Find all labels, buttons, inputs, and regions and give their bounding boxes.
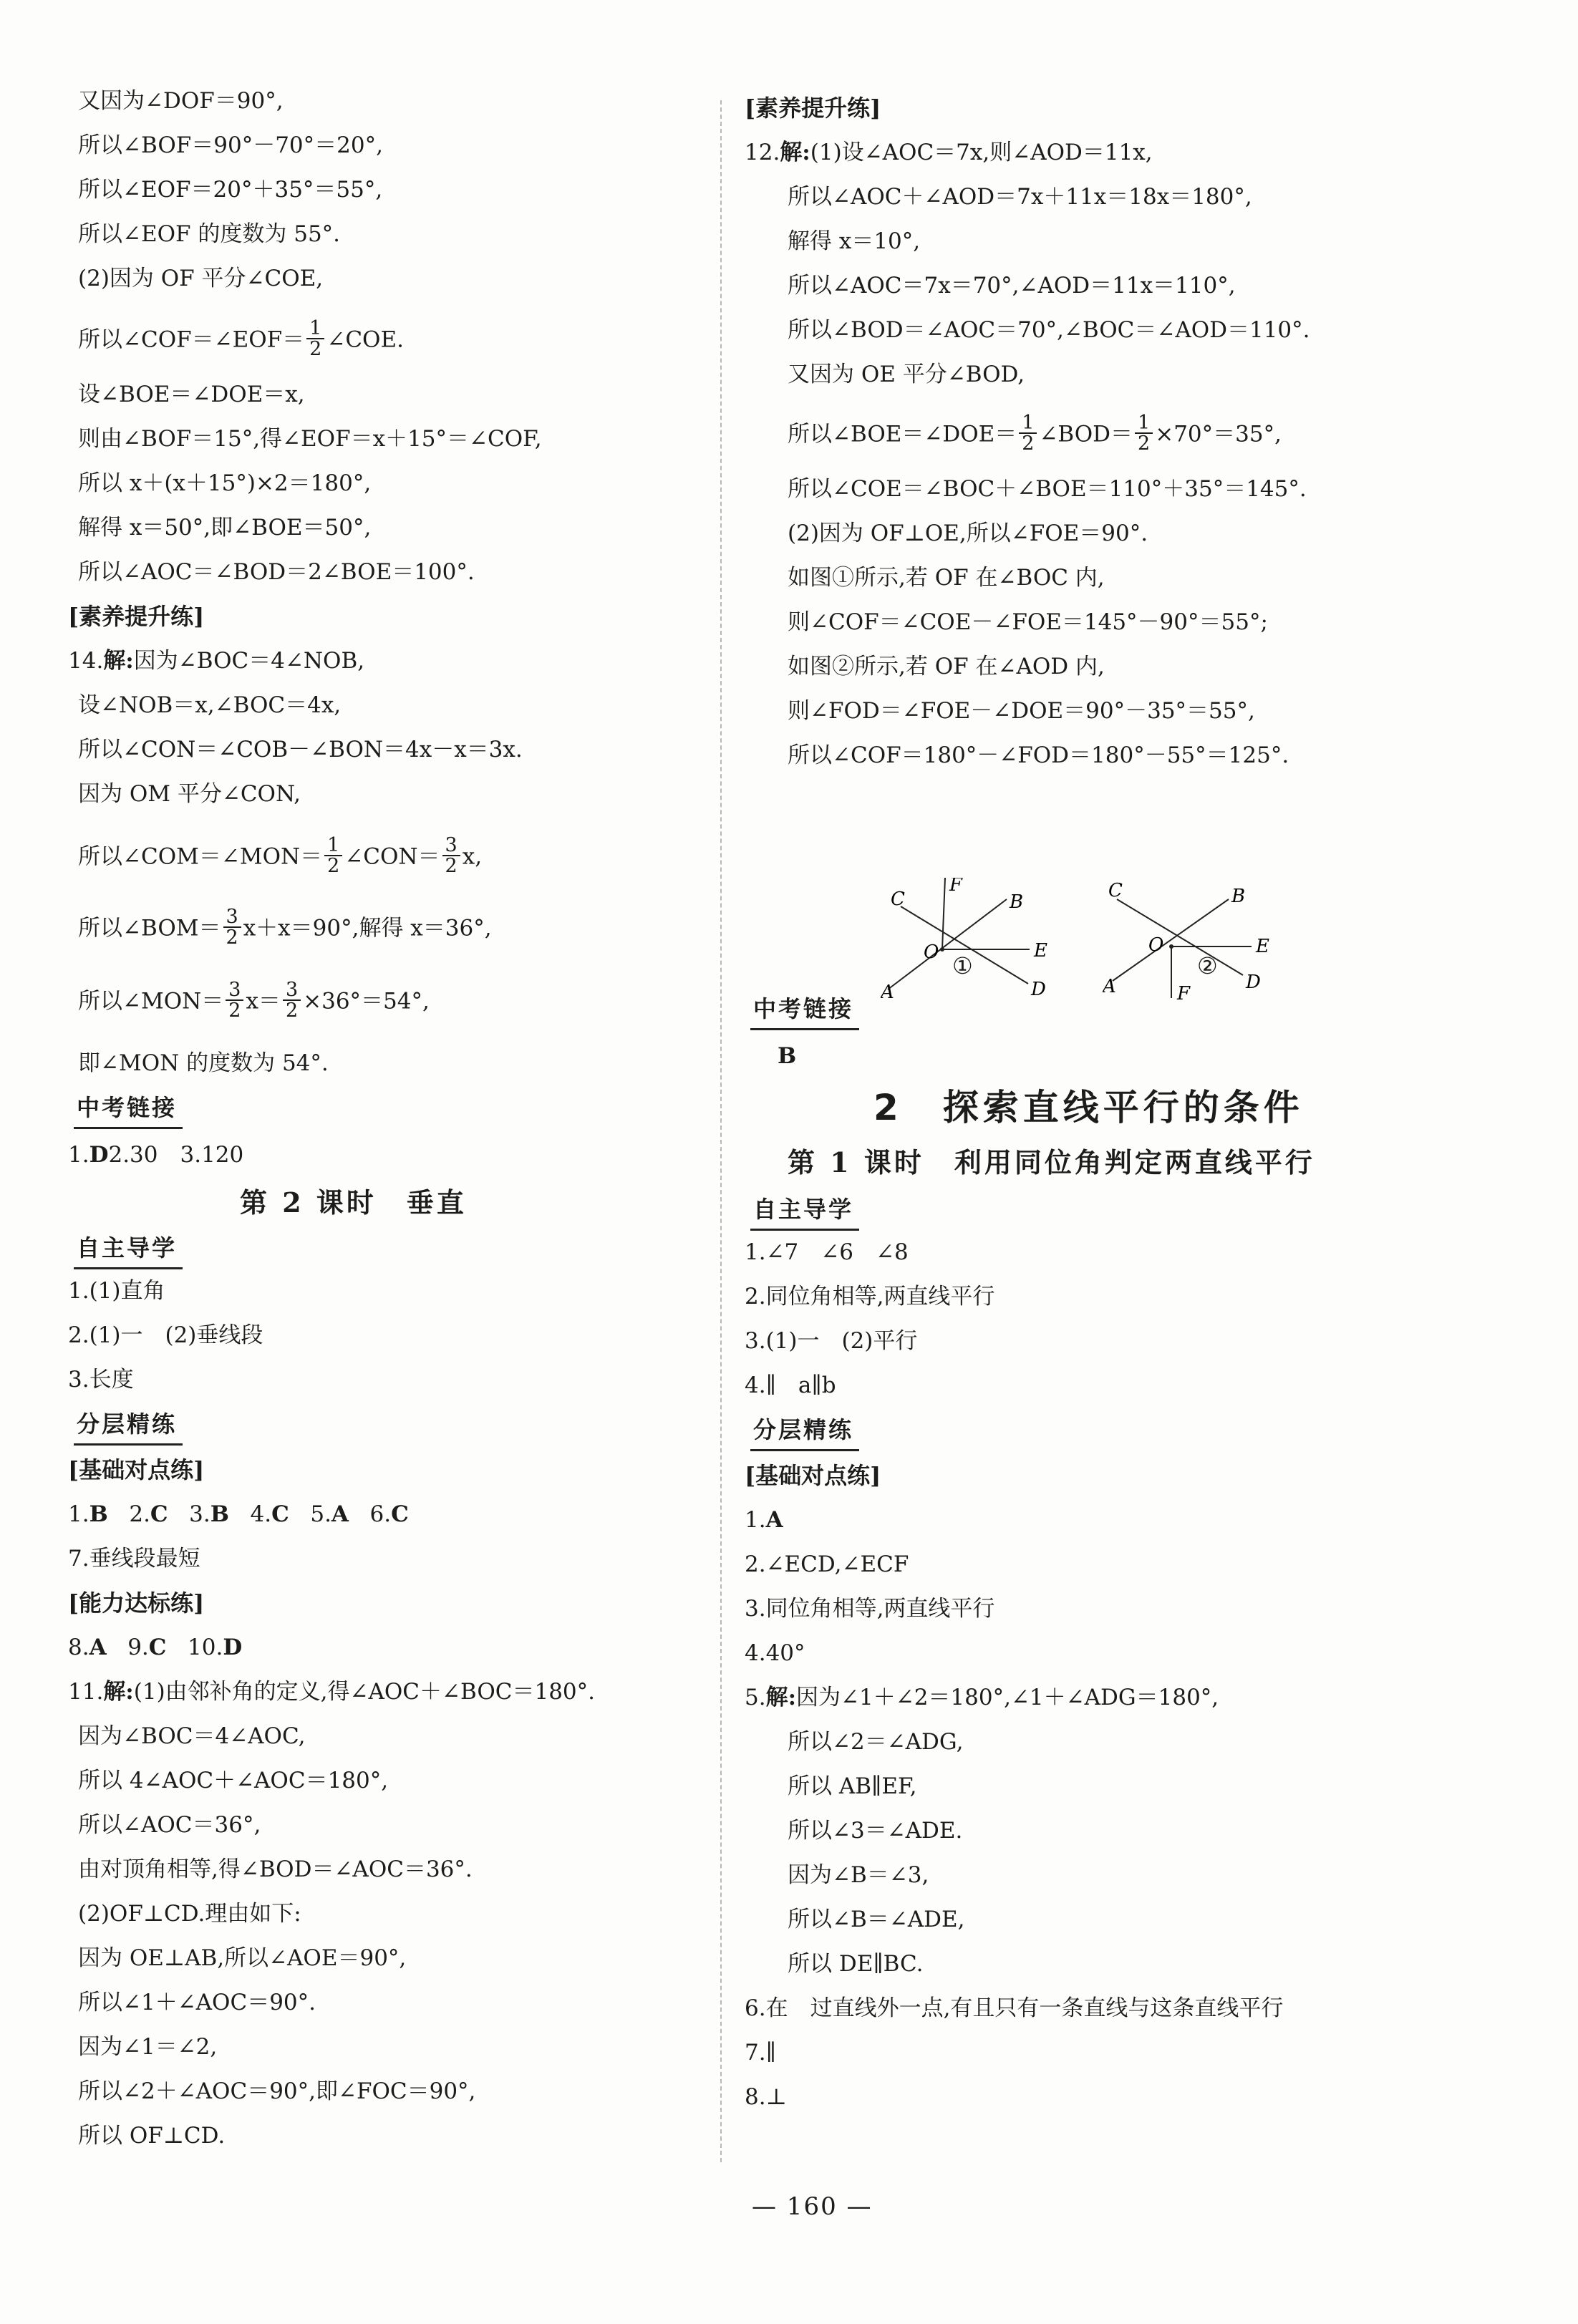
text-line: (2)因为 OF 平分∠COE,	[78, 266, 324, 291]
text-fragment: 2.30 3.120	[108, 1142, 244, 1168]
text-line: 所以∠BOF＝90°－70°＝20°,	[78, 132, 383, 158]
text-line: 所以∠3＝∠ADE.	[788, 1818, 963, 1844]
answer-number: 6.	[369, 1501, 392, 1527]
text-line: 所以∠CON＝∠COB－∠BON＝4x－x＝3x.	[78, 737, 523, 762]
label-d: D	[1246, 972, 1261, 993]
text-line	[78, 979, 430, 1022]
label-c: C	[891, 889, 905, 910]
text-fragment: ×70°＝35°,	[1155, 421, 1282, 447]
fraction-denominator: 2	[285, 999, 299, 1022]
text-line: 又因为 OE 平分∠BOD,	[788, 362, 1025, 387]
fraction-denominator: 2	[445, 855, 458, 877]
text-line: 又因为∠DOF＝90°,	[78, 88, 284, 114]
text-line: 所以 4∠AOC＋∠AOC＝180°,	[78, 1768, 389, 1793]
text-line: 所以∠EOF＝20°＋35°＝55°,	[78, 177, 383, 203]
text-line: 所以∠2＝∠ADG,	[788, 1729, 964, 1755]
exercise-tag: [基础对点练]	[745, 1462, 881, 1489]
fraction-denominator: 2	[1022, 432, 1035, 455]
fraction-numerator: 1	[1135, 413, 1153, 434]
answer-number: 8.	[68, 1635, 89, 1660]
section-header-fenceng: 分层精练	[750, 1412, 859, 1451]
answer-number: 5.	[310, 1501, 331, 1527]
problem-line	[745, 136, 1153, 169]
problem-line	[745, 1681, 1219, 1714]
section-header-zizhu: 自主导学	[74, 1230, 183, 1269]
text-line: 4.40°	[745, 1640, 805, 1666]
text-line	[788, 412, 1282, 455]
line-ab	[888, 899, 1007, 989]
section-title: 2 探索直线平行的条件	[873, 1087, 1304, 1128]
text-line: 则∠COF＝∠COE－∠FOE＝145°－90°＝55°;	[788, 609, 1268, 635]
answer-choice: C	[148, 1635, 167, 1660]
text-line: 所以∠AOC＝36°,	[78, 1812, 261, 1838]
exercise-tag: [能力达标练]	[68, 1589, 205, 1617]
answer-line	[68, 1138, 243, 1171]
text-line: 1.(1)直角	[68, 1278, 165, 1304]
label-f: F	[1177, 983, 1191, 999]
fraction-numerator: 1	[306, 319, 324, 339]
text-line: 1.∠7 ∠6 ∠8	[745, 1239, 909, 1265]
answer-number: 1.	[68, 1501, 89, 1527]
text-fragment: 所以∠BOE＝∠DOE＝	[788, 421, 1017, 447]
problem-number: 5.	[745, 1685, 766, 1710]
fraction-numerator: 3	[442, 836, 460, 856]
label-e: E	[1034, 940, 1047, 962]
text-line: 所以∠AOC＋∠AOD＝7x＋11x＝18x＝180°,	[788, 184, 1252, 210]
text-line: 由对顶角相等,得∠BOD＝∠AOC＝36°.	[78, 1856, 473, 1882]
text-fragment: (1)设∠AOC＝7x,则∠AOD＝11x,	[810, 140, 1153, 165]
answer-choice: D	[89, 1142, 109, 1168]
text-line: 所以∠AOC＝∠BOD＝2∠BOE＝100°.	[78, 559, 475, 585]
label-b: B	[1010, 891, 1024, 913]
answer-number: 2.	[129, 1501, 150, 1527]
label-d: D	[1031, 979, 1046, 999]
solution-label: 解:	[103, 1679, 134, 1705]
answer-choice: C	[391, 1501, 409, 1527]
point-o	[940, 947, 944, 952]
answer-choice: B	[210, 1501, 229, 1527]
text-line: 所以 x＋(x＋15°)×2＝180°,	[78, 470, 372, 496]
text-line: (2)因为 OF⊥OE,所以∠FOE＝90°.	[788, 521, 1148, 546]
answer-choice: C	[271, 1501, 289, 1527]
problem-number: 12.	[745, 140, 780, 165]
text-fragment: 所以∠MON＝	[78, 988, 224, 1015]
text-line: 所以∠B＝∠ADE,	[788, 1907, 965, 1932]
text-line: 所以∠COE＝∠BOC＋∠BOE＝110°＋35°＝145°.	[788, 476, 1307, 502]
exercise-tag: [素养提升练]	[745, 95, 881, 122]
answer-number: 9.	[127, 1635, 149, 1660]
fraction	[223, 907, 241, 947]
exercise-tag: [素养提升练]	[68, 603, 205, 630]
text-fragment: x,	[462, 843, 483, 870]
text-line: 所以∠EOF 的度数为 55°.	[78, 221, 341, 247]
lesson-title: 第 2 课时 垂直	[240, 1186, 467, 1219]
fraction	[1019, 413, 1037, 453]
label-f: F	[949, 878, 963, 896]
text-line: 2.同位角相等,两直线平行	[745, 1284, 995, 1309]
text-line: 所以∠1＋∠AOC＝90°.	[78, 1990, 316, 2015]
text-line: 6.在 过直线外一点,有且只有一条直线与这条直线平行	[745, 1995, 1284, 2021]
text-line: 所以∠COF＝180°－∠FOD＝180°－55°＝125°.	[788, 742, 1289, 768]
answer-number: 1.	[745, 1507, 766, 1533]
text-line: 因为∠1＝∠2,	[78, 2034, 218, 2060]
solution-label: 解:	[765, 1685, 797, 1710]
answer-choice: A	[331, 1501, 349, 1527]
problem-number: 14.	[68, 648, 104, 674]
fraction-numerator: 3	[226, 980, 243, 1001]
text-line: 2.(1)一 (2)垂线段	[68, 1322, 263, 1348]
text-line: 解得 x＝10°,	[788, 228, 921, 254]
fraction-numerator: 1	[1019, 413, 1037, 434]
answer-choice: A	[89, 1635, 107, 1660]
page-number: — 160 —	[752, 2192, 873, 2221]
text-line: 因为 OE⊥AB,所以∠AOE＝90°,	[78, 1945, 407, 1971]
text-line: 3.长度	[68, 1367, 134, 1393]
text-line	[78, 834, 483, 878]
fraction	[1135, 413, 1153, 453]
text-line: 所以∠2＋∠AOC＝90°,即∠FOC＝90°,	[78, 2078, 476, 2104]
text-line: 所以∠AOC＝7x＝70°,∠AOD＝11x＝110°,	[788, 273, 1236, 299]
geometry-figure-2	[1103, 878, 1274, 999]
answer-number: 10.	[188, 1635, 223, 1660]
fraction-numerator: 3	[283, 980, 301, 1001]
text-fragment: 因为∠BOC＝4∠NOB,	[133, 648, 365, 674]
section-header-zhongkao: 中考链接	[74, 1090, 183, 1129]
text-line: 解得 x＝50°,即∠BOE＝50°,	[78, 515, 372, 541]
text-line: 如图①所示,若 OF 在∠BOC 内,	[788, 565, 1105, 591]
answer-line	[745, 1504, 783, 1536]
answer-row	[68, 1631, 242, 1664]
answer-number: 4.	[250, 1501, 272, 1527]
text-fragment: 因为∠1＋∠2＝180°,∠1＋∠ADG＝180°,	[796, 1685, 1219, 1710]
problem-line	[68, 1675, 595, 1708]
lesson-title: 第 1 课时 利用同位角判定两直线平行	[788, 1146, 1315, 1178]
text-fragment: ∠BOD＝	[1039, 421, 1133, 447]
fraction	[283, 980, 301, 1020]
text-line: 如图②所示,若 OF 在∠AOD 内,	[788, 654, 1105, 679]
text-fragment: x＝	[246, 988, 281, 1015]
fraction-denominator: 2	[309, 338, 322, 360]
text-line: 因为 OM 平分∠CON,	[78, 781, 301, 807]
text-line: 3.(1)一 (2)平行	[745, 1328, 918, 1354]
answer-choice: B	[89, 1501, 108, 1527]
text-line: 则∠FOD＝∠FOE－∠DOE＝90°－35°＝55°,	[788, 698, 1255, 724]
text-fragment: (1)由邻补角的定义,得∠AOC＋∠BOC＝180°.	[133, 1679, 596, 1705]
text-line: 因为∠BOC＝4∠AOC,	[78, 1723, 306, 1749]
answer-choice: D	[223, 1635, 243, 1660]
text-line: 所以 AB∥EF,	[788, 1773, 917, 1799]
answer-number: 3.	[189, 1501, 210, 1527]
text-line: 所以 OF⊥CD.	[78, 2123, 226, 2149]
text-line	[78, 906, 492, 949]
text-line	[78, 317, 404, 361]
section-header-zhongkao: 中考链接	[750, 991, 859, 1030]
text-line: 因为∠B＝∠3,	[788, 1862, 929, 1888]
ray-of	[942, 878, 945, 949]
fraction-denominator: 2	[327, 855, 340, 877]
problem-line	[68, 644, 364, 677]
section-header-zizhu: 自主导学	[750, 1191, 859, 1231]
text-line: 4.∥ a∥b	[745, 1372, 836, 1398]
answer-row	[68, 1498, 409, 1531]
fraction	[226, 980, 243, 1020]
text-fragment: ∠COE.	[326, 326, 404, 353]
label-c: C	[1108, 880, 1123, 901]
text-fragment: ×36°＝54°,	[303, 988, 430, 1015]
text-line: 7.∥	[745, 2040, 776, 2066]
solution-label: 解:	[103, 648, 134, 674]
label-a: A	[1103, 976, 1116, 997]
text-line: 所以 DE∥BC.	[788, 1951, 924, 1977]
label-b: B	[1231, 886, 1246, 907]
answer-choice: B	[778, 1043, 797, 1069]
label-o: O	[1148, 934, 1164, 956]
label-o: O	[924, 941, 939, 963]
answer-number: 1.	[68, 1142, 89, 1168]
fraction	[306, 319, 324, 359]
fraction-denominator: 2	[226, 926, 238, 949]
point-o	[1169, 944, 1173, 949]
solution-label: 解:	[780, 140, 810, 165]
section-header-fenceng: 分层精练	[74, 1406, 183, 1446]
fraction-denominator: 2	[228, 999, 241, 1022]
label-a: A	[881, 982, 894, 999]
text-line: 设∠BOE＝∠DOE＝x,	[78, 382, 305, 407]
fraction-numerator: 3	[223, 907, 241, 928]
answer-choice: A	[765, 1507, 783, 1533]
column-divider	[720, 100, 722, 2162]
geometry-figure-1	[881, 878, 1052, 999]
fraction-denominator: 2	[1138, 432, 1151, 455]
answer-choice: C	[150, 1501, 168, 1527]
text-line: 所以∠BOD＝∠AOC＝70°,∠BOC＝∠AOD＝110°.	[788, 317, 1310, 343]
text-line: 2.∠ECD,∠ECF	[745, 1551, 909, 1577]
text-fragment: x＋x＝90°,解得 x＝36°,	[243, 915, 492, 941]
figure-caption-2: ②	[1197, 952, 1218, 979]
problem-number: 11.	[68, 1679, 104, 1705]
text-line: 则由∠BOF＝15°,得∠EOF＝x＋15°＝∠COF,	[78, 426, 542, 452]
text-fragment: 所以∠COF＝∠EOF＝	[78, 326, 305, 353]
figure-caption-1: ①	[952, 952, 973, 979]
fraction	[324, 836, 342, 876]
exercise-tag: [基础对点练]	[68, 1456, 205, 1483]
text-line: 8.⊥	[745, 2084, 787, 2110]
text-line: 设∠NOB＝x,∠BOC＝4x,	[78, 692, 342, 718]
text-line: 7.垂线段最短	[68, 1546, 200, 1572]
text-line: (2)OF⊥CD.理由如下:	[78, 1901, 301, 1927]
text-line: 即∠MON 的度数为 54°.	[78, 1050, 329, 1076]
fraction-numerator: 1	[324, 836, 342, 856]
text-line: 3.同位角相等,两直线平行	[745, 1596, 995, 1622]
text-fragment: ∠CON＝	[344, 843, 440, 870]
text-fragment: 所以∠BOM＝	[78, 915, 221, 941]
text-fragment: 所以∠COM＝∠MON＝	[78, 843, 323, 870]
label-e: E	[1256, 936, 1269, 957]
fraction	[442, 836, 460, 876]
